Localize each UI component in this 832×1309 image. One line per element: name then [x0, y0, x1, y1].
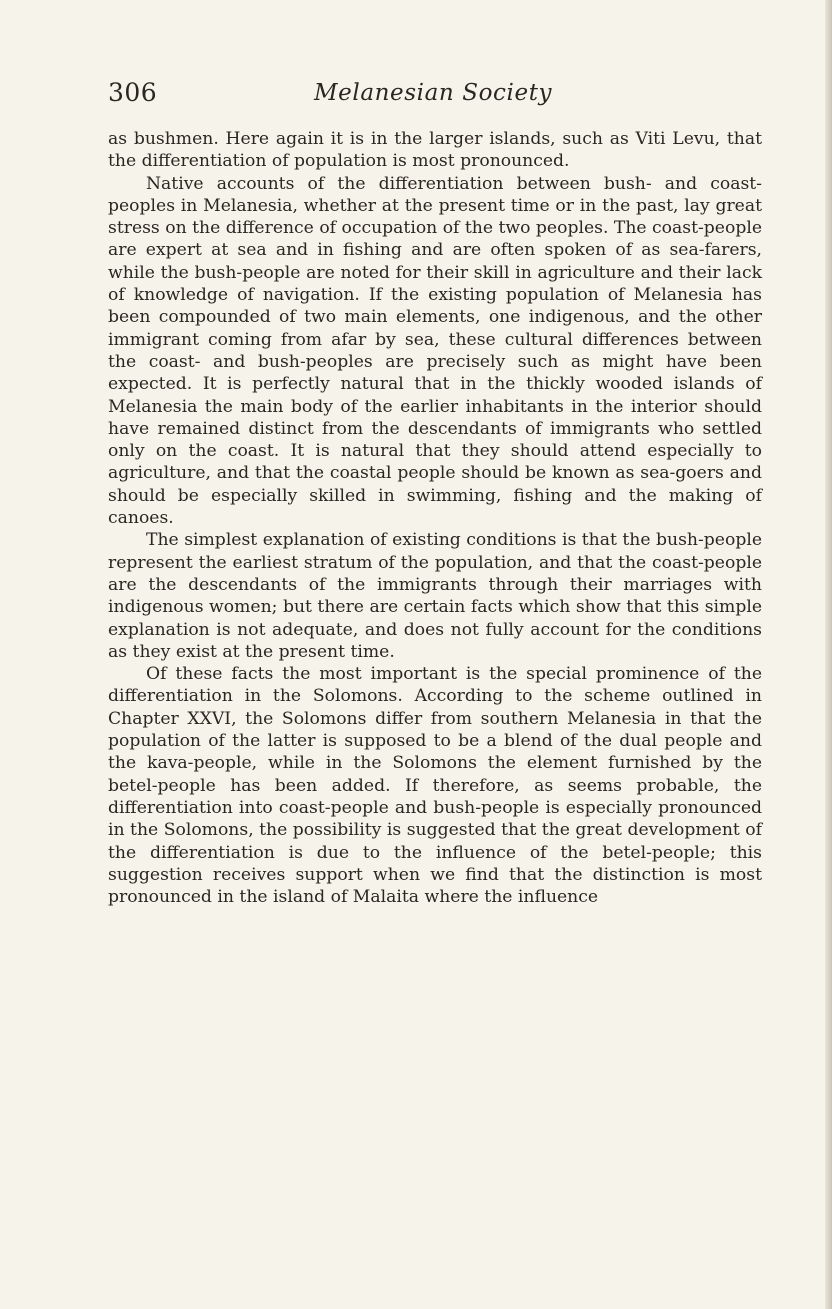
paragraph-continued: as bushmen. Here again it is in the larger islands, such as Viti Levu, that the differentiation of population is most pronounced. [108, 129, 762, 172]
page-header [108, 76, 762, 112]
running-title: Melanesian Society [314, 80, 553, 106]
paragraph: The simplest explanation of existing conditions is that the bush-people represent the earliest stratum of the population, and that the coast-people are the descendants of the immigrants through their marriages with indigenous women; but there are certain facts which show that this simple explanation is not adequate, and does not fully account for the conditions as they exist at the present time. [108, 530, 762, 662]
paragraph: Native accounts of the differentiation between bush- and coast-peoples in Melanesia, whether at the present time or in the past, lay great stress on the difference of occupation of the two peoples. The coast-people are expert at sea and in fishing and are often spoken of as sea-farers, while the bush-people are noted for their skill in agriculture and their lack of knowledge of navigation. If the existing population of Melanesia has been compounded of two main elements, one indigenous, and the other immigrant coming from afar by sea, these cultural differences between the coast- and bush-peoples are precisely such as might have been expected. It is perfectly natural that in the thickly wooded islands of Melanesia the main body of the earlier inhabitants in the interior should have remained distinct from the descendants of immigrants who settled only on the coast. It is natural that they should attend especially to agriculture, and that the coastal people should be known as sea-goers and should be especially skilled in swimming, fishing and the making of canoes. [108, 173, 762, 529]
paragraph: Of these facts the most important is the special prominence of the differentiation in the Solomons. According to the scheme outlined in Chapter XXVI, the Solomons differ from southern Melanesia in that the population of the latter is supposed to be a blend of the dual people and the kava-people, while in the Solomons the element furnished by the betel-people has been added. If therefore, as seems probable, the differentiation into coast-people and bush-people is especially pronounced in the Solomons, the possibility is suggested that the great development of the differentiation is due to the influence of the betel-people; this suggestion receives support when we find that the distinction is most pronounced in the island of Malaita where the influence [108, 664, 762, 908]
page-number: 306 [108, 78, 158, 107]
page-edge-shadow [825, 0, 832, 1309]
body-text [108, 128, 762, 908]
